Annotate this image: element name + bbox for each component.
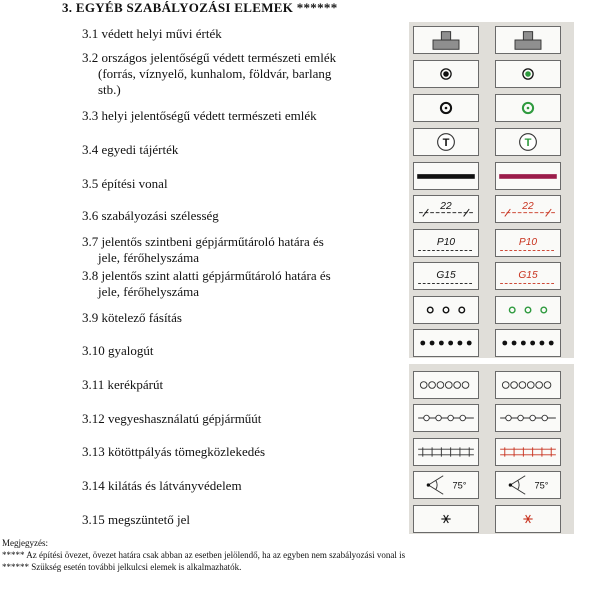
legend-item-label (82, 444, 265, 460)
legend-item-label (82, 411, 261, 427)
legend-item-label (82, 268, 331, 300)
legend-item-label (82, 310, 182, 326)
symbol-bw-asterisk-icon (413, 505, 479, 533)
legend-item-label (82, 108, 317, 124)
legend-item-label (82, 176, 168, 192)
notes (2, 537, 405, 573)
svg-text:75°: 75° (452, 480, 467, 491)
item-subtext: stb.) (98, 82, 121, 97)
legend-item-label (82, 26, 222, 42)
symbol-color-circle-letter-icon (495, 128, 561, 156)
symbol-color-open-circles-icon (495, 296, 561, 324)
symbol-bw-dashed-box-text-icon (413, 262, 479, 290)
item-title: 3.13 kötöttpályás tömegközlekedés (82, 444, 266, 459)
symbol-bw-circle-row-icon (413, 371, 479, 399)
symbol-color-asterisk-icon (495, 505, 561, 533)
symbol-color-circle-row-icon (495, 371, 561, 399)
svg-text:22: 22 (440, 201, 452, 212)
legend-item-label (82, 478, 242, 494)
symbol-color-circles-on-line-icon (495, 404, 561, 432)
symbol-bw-filled-dots-icon (413, 329, 479, 357)
symbol-bw-circles-on-line-icon (413, 404, 479, 432)
item-title: 3.4 egyedi tájérték (82, 142, 179, 157)
symbol-bw-circle-dot-icon (413, 60, 479, 88)
svg-text:22: 22 (522, 201, 534, 212)
symbol-color-rail-track-icon (495, 438, 561, 466)
item-subtext: jele, férőhelyszáma (98, 284, 200, 299)
symbol-color-circle-dot-icon (495, 60, 561, 88)
note-line-1: ***** Az építési övezet, övezet határa csak abban az esetben jelölendő, ha az egyben nem szabályozási vonal is (2, 550, 406, 560)
item-title: 3.9 kötelező fásítás (82, 310, 182, 325)
svg-text:P10: P10 (436, 236, 456, 248)
item-title: 3.12 vegyeshasználatú gépjárműút (82, 411, 262, 426)
item-title: 3.7 jelentős szintbeni gépjárműtároló határa és (82, 234, 324, 249)
svg-text:G15: G15 (436, 269, 456, 281)
svg-text:T: T (524, 137, 532, 150)
legend-item-label (82, 343, 154, 359)
item-title: 3.11 kerékpárút (82, 377, 164, 392)
item-title: 3.15 megszüntető jel (82, 512, 190, 527)
item-title: 3.6 szabályozási szélesség (82, 208, 219, 223)
item-title: 3.10 gyalogút (82, 343, 154, 358)
symbol-color-thick-line-icon (495, 162, 561, 190)
item-title: 3.14 kilátás és látványvédelem (82, 478, 242, 493)
legend-item-label (82, 234, 324, 266)
symbol-bw-circle-letter-icon (413, 128, 479, 156)
symbol-color-building-outline-icon (495, 26, 561, 54)
symbol-bw-view-angle-icon (413, 471, 479, 499)
symbol-color-dimension-line-icon (495, 195, 561, 223)
symbol-color-dashed-box-text-icon (495, 229, 561, 257)
symbol-color-view-angle-icon (495, 471, 561, 499)
note-heading: Megjegyzés: (2, 538, 48, 548)
svg-text:75°: 75° (534, 480, 549, 491)
symbol-bw-dashed-box-text-icon (413, 229, 479, 257)
svg-text:G15: G15 (518, 269, 538, 281)
svg-text:P10: P10 (518, 236, 538, 248)
legend-item-label (82, 50, 336, 98)
svg-text:T: T (442, 137, 450, 150)
note-line-2: ****** Szükség esetén további jelkulcsi elemek is alkalmazhatók. (2, 562, 242, 572)
item-subtext: (forrás, víznyelő, kunhalom, földvár, barlang (98, 66, 332, 81)
symbol-color-filled-dots-icon (495, 329, 561, 357)
item-title: 3.8 jelentős szint alatti gépjárműtároló határa és (82, 268, 331, 283)
symbol-color-ring-dot-icon (495, 94, 561, 122)
symbol-bw-thick-line-icon (413, 162, 479, 190)
legend-item-label (82, 377, 163, 393)
symbol-bw-dimension-line-icon (413, 195, 479, 223)
item-title: 3.5 építési vonal (82, 176, 168, 191)
item-subtext: jele, férőhelyszáma (98, 250, 200, 265)
symbol-bw-building-outline-icon (413, 26, 479, 54)
symbol-bw-rail-track-icon (413, 438, 479, 466)
legend-item-label (82, 208, 219, 224)
item-title: 3.3 helyi jelentőségű védett természeti emlék (82, 108, 317, 123)
symbol-color-dashed-box-text-icon (495, 262, 561, 290)
legend-item-label (82, 512, 190, 528)
section-title: 3. EGYÉB SZABÁLYOZÁSI ELEMEK ****** (62, 0, 338, 15)
item-title: 3.1 védett helyi művi érték (82, 26, 222, 41)
legend-item-label (82, 142, 178, 158)
symbol-bw-ring-dot-icon (413, 94, 479, 122)
item-title: 3.2 országos jelentőségű védett természeti emlék (82, 50, 337, 65)
symbol-bw-open-circles-icon (413, 296, 479, 324)
